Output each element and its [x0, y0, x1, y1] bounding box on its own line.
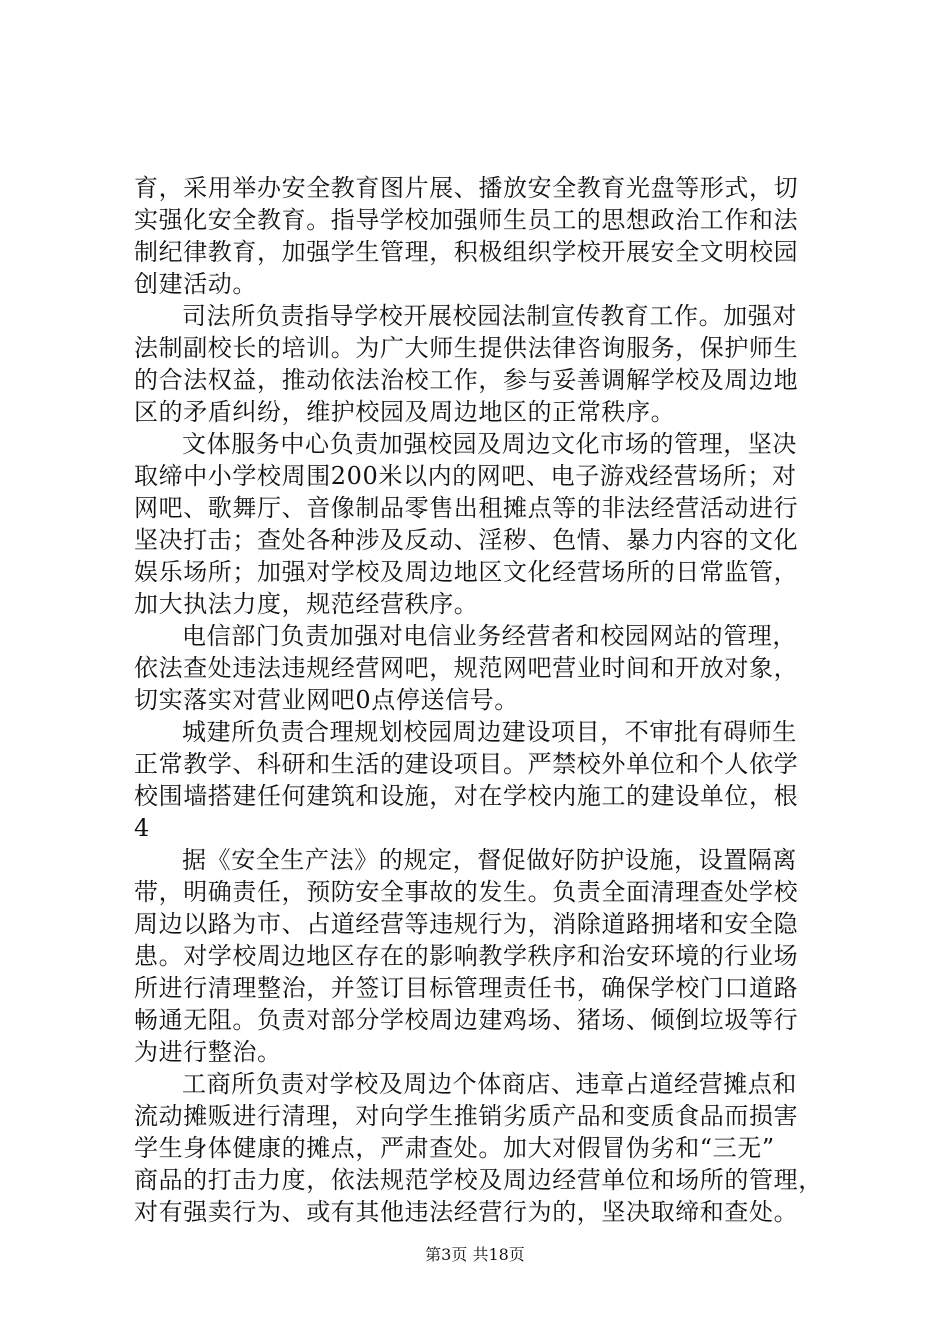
text-line: 电信部门负责加强对电信业务经营者和校园网站的管理，: [182, 622, 797, 650]
text-line: 商品的打击力度，依法规范学校及周边经营单位和场所的管理，: [134, 1166, 823, 1194]
page-footer: 第3页 共18页: [425, 1245, 525, 1264]
text-line: 校围墙搭建任何建筑和设施，对在学校内施工的建设单位，根: [134, 782, 799, 810]
text-line: 流动摊贩进行清理，对向学生推销劣质产品和变质食品而损害: [134, 1102, 799, 1130]
text-line: 4: [134, 814, 150, 842]
text-line: 坚决打击；查处各种涉及反动、淫秽、色情、暴力内容的文化: [134, 526, 799, 554]
text-line: 法制副校长的培训。为广大师生提供法律咨询服务，保护师生: [134, 334, 799, 362]
text-line: 文体服务中心负责加强校园及周边文化市场的管理，坚决: [182, 430, 797, 458]
text-line: 患。对学校周边地区存在的影响教学秩序和治安环境的行业场: [134, 942, 799, 970]
text-line: 为进行整治。: [134, 1038, 282, 1066]
text-line: 网吧、歌舞厅、音像制品零售出租摊点等的非法经营活动进行: [134, 494, 799, 522]
text-line: 娱乐场所；加强对学校及周边地区文化经营场所的日常监管，: [134, 558, 799, 586]
text-line: 育，采用举办安全教育图片展、播放安全教育光盘等形式，切: [134, 174, 799, 202]
text-line: 所进行清理整治，并签订目标管理责任书，确保学校门口道路: [134, 974, 799, 1002]
text-line: 区的矛盾纠纷，维护校园及周边地区的正常秩序。: [134, 398, 676, 426]
text-line: 畅通无阻。负责对部分学校周边建鸡场、猪场、倾倒垃圾等行: [134, 1006, 799, 1034]
text-line: 周边以路为市、占道经营等违规行为，消除道路拥堵和安全隐: [134, 910, 799, 938]
text-line: 工商所负责对学校及周边个体商店、违章占道经营摊点和: [182, 1070, 797, 1098]
text-line: 正常教学、科研和生活的建设项目。严禁校外单位和个人依学: [134, 750, 799, 778]
document-body: [134, 172, 834, 1228]
text-line: 加大执法力度，规范经营秩序。: [134, 590, 479, 618]
text-line: 切实落实对营业网吧0点停送信号。: [134, 686, 519, 714]
text-line: 据《安全生产法》的规定，督促做好防护设施，设置隔离: [182, 846, 797, 874]
text-line: 对有强卖行为、或有其他违法经营行为的，坚决取缔和查处。: [134, 1198, 799, 1226]
text-line: 的合法权益，推动依法治校工作，参与妥善调解学校及周边地: [134, 366, 799, 394]
text-line: 创建活动。: [134, 270, 257, 298]
text-line: 取缔中小学校周围200米以内的网吧、电子游戏经营场所；对: [134, 462, 797, 490]
text-line: 学生身体健康的摊点，严肃查处。加大对假冒伪劣和“三无”: [134, 1134, 775, 1162]
text-line: 带，明确责任，预防安全事故的发生。负责全面清理查处学校: [134, 878, 799, 906]
text-line: 城建所负责合理规划校园周边建设项目，不审批有碍师生: [182, 718, 797, 746]
text-line: 依法查处违法违规经营网吧，规范网吧营业时间和开放对象，: [134, 654, 799, 682]
text-line: 制纪律教育，加强学生管理，积极组织学校开展安全文明校园: [134, 238, 799, 266]
text-line: 实强化安全教育。指导学校加强师生员工的思想政治工作和法: [134, 206, 799, 234]
text-line: 司法所负责指导学校开展校园法制宣传教育工作。加强对: [182, 302, 797, 330]
